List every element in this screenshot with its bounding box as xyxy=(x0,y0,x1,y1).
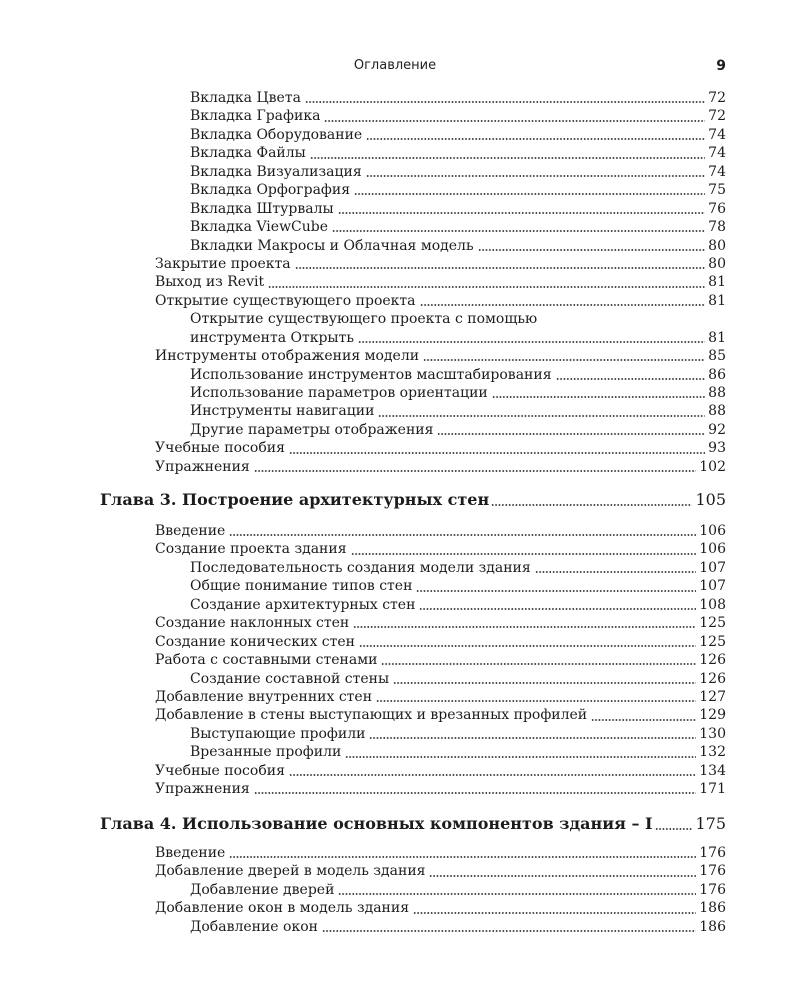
toc-entry xyxy=(100,540,726,558)
toc-entry-title: Инструменты отображения модели xyxy=(155,348,420,365)
dot-leader xyxy=(491,488,692,512)
toc-entry-title: Добавление в стены выступающих и врезанных профилей xyxy=(155,707,588,724)
toc-entry xyxy=(100,762,726,780)
toc-entry-title: Закрытие проекта xyxy=(155,255,291,272)
dot-leader xyxy=(655,812,693,836)
toc-entry-page: 81 xyxy=(708,292,726,309)
toc-entry-page: 176 xyxy=(699,881,726,898)
toc-entry-page: 72 xyxy=(708,90,726,106)
toc-entry-page: 126 xyxy=(699,670,726,687)
dot-leader xyxy=(478,237,706,255)
toc-entry-page: 125 xyxy=(699,633,726,650)
toc-entry-title: Добавление окон в модель здания xyxy=(155,900,410,917)
dot-leader xyxy=(420,292,706,310)
toc-entry-title: Вкладка Оборудование xyxy=(190,126,363,143)
toc-entry-title: Вкладка Визуализация xyxy=(190,163,362,180)
toc-entry-title: Создание наклонных стен xyxy=(155,615,350,632)
dot-leader xyxy=(492,384,705,402)
toc-section xyxy=(100,522,726,799)
toc-entry xyxy=(100,310,726,328)
dot-leader xyxy=(416,577,696,595)
toc-entry xyxy=(100,844,726,862)
toc-entry-title: Добавление дверей в модель здания xyxy=(155,863,426,880)
toc-entry-page: 85 xyxy=(708,348,726,365)
toc-entry-continuation xyxy=(100,329,726,347)
toc-entry xyxy=(100,384,726,402)
toc-entry-page: 107 xyxy=(699,559,726,576)
toc-entry xyxy=(100,614,726,632)
toc-entry-title: Добавление внутренних стен xyxy=(155,688,373,705)
dot-leader xyxy=(358,329,705,347)
toc-entry xyxy=(100,89,726,107)
dot-leader xyxy=(366,163,706,181)
toc-entry-title: Вкладка Штурвалы xyxy=(190,200,334,217)
dot-leader xyxy=(354,181,705,199)
toc-entry xyxy=(100,725,726,743)
toc-entry-title: Открытие существующего проекта с помощью xyxy=(190,311,538,328)
toc-entry xyxy=(100,522,726,540)
toc-entry-title: Вкладки Макросы и Облачная модель xyxy=(190,237,474,254)
toc-entry-title: Вкладка Орфография xyxy=(190,182,351,199)
toc-entry-title: Введение xyxy=(155,845,226,861)
dot-leader xyxy=(338,881,696,899)
toc-entry-title: Учебные пособия xyxy=(155,440,285,457)
dot-leader xyxy=(353,614,696,632)
toc-entry-page: 176 xyxy=(699,863,726,880)
dot-leader xyxy=(366,126,705,144)
toc-entry-title: Упражнения xyxy=(155,458,250,475)
toc-entry-title: Создание конических стен xyxy=(155,633,355,650)
toc-entry-title: Создание архитектурных стен xyxy=(190,596,416,613)
toc-section xyxy=(100,89,726,476)
dot-leader xyxy=(229,844,696,862)
toc-entry xyxy=(100,743,726,761)
toc-entry xyxy=(100,255,726,273)
dot-leader xyxy=(289,439,705,457)
toc-entry-title: Добавление окон xyxy=(190,918,318,935)
chapter-heading xyxy=(100,488,726,512)
toc-entry-page: 129 xyxy=(699,707,726,724)
toc-entry-title: Добавление дверей xyxy=(190,881,335,898)
toc-entry xyxy=(100,273,726,291)
dot-leader xyxy=(393,670,696,688)
chapter-page: 175 xyxy=(695,814,726,833)
toc-entry xyxy=(100,899,726,917)
chapter-title: Глава 3. Построение архитектурных стен xyxy=(100,490,490,509)
toc-entry-page: 134 xyxy=(699,762,726,779)
dot-leader xyxy=(351,540,697,558)
toc-entry-page: 76 xyxy=(708,200,726,217)
toc-entry-page: 186 xyxy=(699,918,726,935)
toc-entry xyxy=(100,633,726,651)
toc-entry-title: Врезанные профили xyxy=(190,744,342,761)
dot-leader xyxy=(369,725,696,743)
dot-leader xyxy=(423,347,705,365)
toc-entry-page: 75 xyxy=(708,182,726,199)
dot-leader xyxy=(359,633,696,651)
chapter-title: Глава 4. Использование основных компонентов здания – I xyxy=(100,814,653,833)
dot-leader xyxy=(429,862,696,880)
toc-entry-title: Вкладка Файлы xyxy=(190,145,306,162)
toc-entry-title: Выход из Revit xyxy=(155,274,265,291)
dot-leader xyxy=(310,144,705,162)
toc-entry-page: 127 xyxy=(699,688,726,705)
dot-leader xyxy=(437,421,705,439)
dot-leader xyxy=(289,762,696,780)
toc-entry-title: Другие параметры отображения xyxy=(190,421,434,438)
toc-entry xyxy=(100,163,726,181)
toc-entry-page: 80 xyxy=(708,237,726,254)
toc-entry-page: 132 xyxy=(699,744,726,761)
toc-entry xyxy=(100,107,726,125)
chapter-heading xyxy=(100,812,726,836)
toc-entry xyxy=(100,200,726,218)
toc-entry xyxy=(100,366,726,384)
toc-entry-page: 125 xyxy=(699,615,726,632)
toc-entry xyxy=(100,347,726,365)
toc-entry-page: 102 xyxy=(699,458,726,475)
toc-entry-page: 176 xyxy=(699,845,726,861)
toc-entry-title: Открытие существующего проекта xyxy=(155,292,416,309)
dot-leader xyxy=(322,918,696,936)
toc-entry-title: Вкладка Графика xyxy=(190,108,321,125)
toc-entry xyxy=(100,421,726,439)
toc-entry-page: 81 xyxy=(708,274,726,291)
dot-leader xyxy=(268,273,705,291)
toc-entry-page: 130 xyxy=(699,725,726,742)
toc-entry xyxy=(100,670,726,688)
toc-entry xyxy=(100,218,726,236)
toc-entry-title: Работа с составными стенами xyxy=(155,652,378,669)
toc-entry xyxy=(100,126,726,144)
toc-entry-page: 92 xyxy=(708,421,726,438)
toc-entry-page: 107 xyxy=(699,578,726,595)
toc-entry-page: 88 xyxy=(708,385,726,401)
toc-entry xyxy=(100,439,726,457)
toc-entry-page: 74 xyxy=(708,163,726,180)
toc-entry-page: 126 xyxy=(699,652,726,669)
toc-entry-page: 74 xyxy=(708,145,726,162)
toc-entry xyxy=(100,181,726,199)
toc-entry-page: 171 xyxy=(699,781,726,798)
toc-entry-title: Создание составной стены xyxy=(190,670,390,687)
toc-entry xyxy=(100,706,726,724)
toc-entry-title: Последовательность создания модели здания xyxy=(190,559,531,576)
toc-entry xyxy=(100,402,726,420)
toc-entry-title: Инструменты навигации xyxy=(190,403,375,420)
dot-leader xyxy=(254,458,697,476)
toc-entry-page: 106 xyxy=(699,523,726,539)
toc-entry xyxy=(100,881,726,899)
toc-entry-page: 88 xyxy=(708,403,726,420)
dot-leader xyxy=(419,596,696,614)
dot-leader xyxy=(535,559,697,577)
toc-entry xyxy=(100,596,726,614)
toc-entry xyxy=(100,651,726,669)
toc-entry-page: 74 xyxy=(708,126,726,143)
toc-entry xyxy=(100,688,726,706)
dot-leader xyxy=(591,706,696,724)
toc-entry xyxy=(100,144,726,162)
toc-entry xyxy=(100,577,726,595)
toc-entry-title: Использование инструментов масштабирования xyxy=(190,366,552,383)
toc-entry-title: Общие понимание типов стен xyxy=(190,578,413,595)
toc-entry xyxy=(100,458,726,476)
toc-entry-title: Использование параметров ориентации xyxy=(190,385,488,401)
dot-leader xyxy=(254,780,697,798)
toc-entry-title: Введение xyxy=(155,523,226,539)
toc-entry xyxy=(100,292,726,310)
toc-entry-page: 86 xyxy=(708,366,726,383)
toc-entry xyxy=(100,780,726,798)
toc-entry-page: 81 xyxy=(708,329,726,346)
toc-entry-page: 186 xyxy=(699,900,726,917)
dot-leader xyxy=(332,218,705,236)
toc-entry-title-continued: инструмента Открыть xyxy=(190,329,354,346)
dot-leader xyxy=(378,402,705,420)
dot-leader xyxy=(295,255,706,273)
toc-entry-title: Выступающие профили xyxy=(190,725,366,742)
toc-entry-page: 72 xyxy=(708,108,726,125)
toc-entry xyxy=(100,559,726,577)
dot-leader xyxy=(376,688,696,706)
dot-leader xyxy=(413,899,696,917)
toc-entry-page: 106 xyxy=(699,541,726,558)
dot-leader xyxy=(305,89,705,107)
toc-entry xyxy=(100,918,726,936)
dot-leader xyxy=(345,743,696,761)
toc-entry-page: 78 xyxy=(708,219,726,236)
toc-entry-title: Упражнения xyxy=(155,781,250,798)
toc-entry-title: Учебные пособия xyxy=(155,762,285,779)
toc-entry-title: Вкладка Цвета xyxy=(190,90,301,106)
running-header-title: Оглавление xyxy=(353,58,437,73)
dot-leader xyxy=(381,651,696,669)
toc-entry-page: 80 xyxy=(708,255,726,272)
dot-leader xyxy=(324,107,705,125)
dot-leader xyxy=(556,366,706,384)
toc-entry xyxy=(100,862,726,880)
toc-entry-page: 93 xyxy=(708,440,726,457)
chapter-page: 105 xyxy=(695,490,726,509)
dot-leader xyxy=(229,522,696,540)
toc-entry-title: Вкладка ViewCube xyxy=(190,219,329,236)
dot-leader xyxy=(338,200,706,218)
toc-entry-page: 108 xyxy=(699,596,726,613)
toc-section xyxy=(100,844,726,936)
page-number: 9 xyxy=(716,58,726,74)
toc-entry-title: Создание проекта здания xyxy=(155,541,347,558)
toc-entry xyxy=(100,237,726,255)
